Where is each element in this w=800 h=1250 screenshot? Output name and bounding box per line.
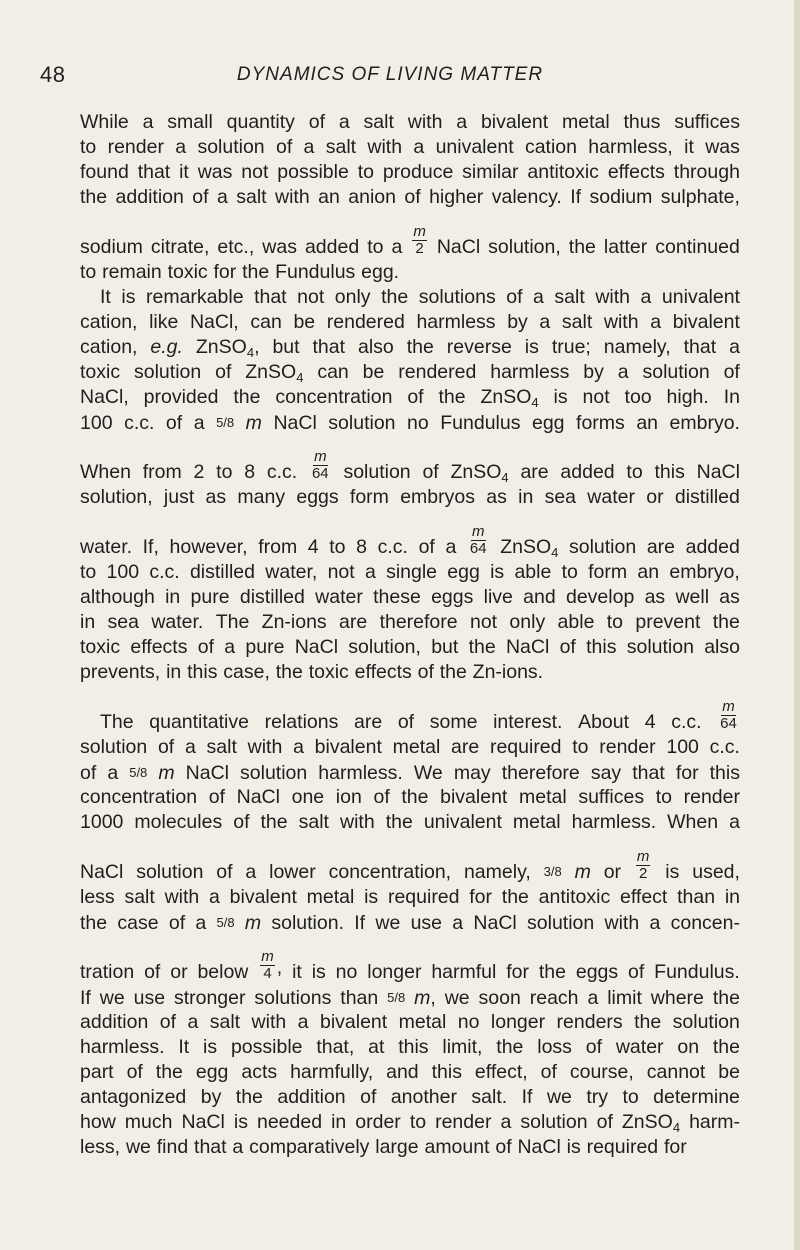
running-title: DYNAMICS OF LIVING MATTER bbox=[236, 64, 544, 85]
text-line: found that it was not possible to produce similar antitoxic effects through bbox=[80, 161, 740, 183]
text-line: to 100 c.c. distilled water, not a single egg is able to form an embryo, bbox=[80, 561, 740, 583]
text-line: less, we find that a comparatively large amount of NaCl is required for bbox=[80, 1136, 687, 1158]
text-line: 1000 molecules of the salt with the univalent metal harmless. When a bbox=[80, 811, 740, 833]
page-number: 48 bbox=[40, 62, 66, 87]
text-line: to render a solution of a salt with a univalent cation harmless, it was bbox=[80, 136, 740, 158]
text-line: to remain toxic for the Fundulus egg. bbox=[80, 261, 400, 283]
text-line: tration of or below $\frac{m}{4}$ , it is no longer harmful for the eggs of Fundulus. bbox=[80, 948, 740, 983]
text-line: less salt with a bivalent metal is required for the antitoxic effect than in bbox=[80, 886, 740, 908]
text-line: cation, e.g. ZnSO$_4$, but that also the reverse is true; namely, that a bbox=[80, 336, 740, 360]
text-line: concentration of NaCl one ion of the bivalent metal suffices to render bbox=[80, 786, 740, 808]
text-line: harmless. It is possible that, at this limit, the loss of water on the bbox=[80, 1036, 740, 1058]
text-line: While a small quantity of a salt with a bivalent metal thus suffices bbox=[80, 111, 740, 133]
text-line: When from 2 to 8 c.c. $\frac{m}{64}$ solution of ZnSO$_4$ are added to this NaCl bbox=[80, 448, 740, 485]
text-line: in sea water. The Zn-ions are therefore not only able to prevent the bbox=[80, 611, 740, 633]
text-line: toxic effects of a pure NaCl solution, but the NaCl of this solution also bbox=[80, 636, 740, 658]
text-line: prevents, in this case, the toxic effects of the Zn-ions. bbox=[80, 661, 544, 683]
text-line: how much NaCl is needed in order to render a solution of ZnSO$_4$ harm- bbox=[80, 1111, 740, 1135]
text-line: antagonized by the addition of another salt. If we try to determine bbox=[80, 1086, 740, 1108]
text-line: of a 5/8 m NaCl solution harmless. We may therefore say that for this bbox=[80, 762, 740, 784]
text-line: although in pure distilled water these eggs live and develop as well as bbox=[80, 586, 740, 608]
text-line: the addition of a salt with an anion of higher valency. If sodium sulphate, bbox=[80, 186, 740, 208]
text-line: cation, like NaCl, can be rendered harmless by a salt with a bivalent bbox=[80, 311, 740, 333]
body-text bbox=[80, 110, 740, 1160]
text-line: part of the egg acts harmfully, and this effect, of course, cannot be bbox=[80, 1061, 740, 1083]
text-line: sodium citrate, etc., was added to a $\frac{m}{2}$ NaCl solution, the latter continued bbox=[80, 223, 740, 258]
page-edge bbox=[794, 0, 800, 1250]
page-header bbox=[40, 62, 740, 92]
text-line: The quantitative relations are of some interest. About 4 c.c. $\frac{m}{64}$ bbox=[100, 698, 737, 733]
text-line: 100 c.c. of a 5/8 m NaCl solution no Fundulus egg forms an embryo. bbox=[80, 412, 740, 434]
text-line: NaCl, provided the concentration of the ZnSO$_4$ is not too high. In bbox=[80, 386, 740, 410]
text-line: water. If, however, from 4 to 8 c.c. of a $\frac{m}{64}$ ZnSO$_4$ solution are added bbox=[80, 523, 740, 560]
text-line: addition of a salt with a bivalent metal no longer renders the solution bbox=[80, 1011, 740, 1033]
text-line: NaCl solution of a lower concentration, namely, 3/8 m or $\frac{m}{2}$ is used, bbox=[80, 848, 740, 883]
text-line: If we use stronger solutions than 5/8 m, we soon reach a limit where the bbox=[80, 987, 740, 1009]
text-line: solution, just as many eggs form embryos as in sea water or distilled bbox=[80, 486, 740, 508]
text-line: It is remarkable that not only the solutions of a salt with a univalent bbox=[100, 286, 740, 308]
text-line: solution of a salt with a bivalent metal are required to render 100 c.c. bbox=[80, 736, 740, 758]
text-line: toxic solution of ZnSO$_4$ can be rendered harmless by a solution of bbox=[80, 361, 740, 385]
text-line: the case of a 5/8 m solution. If we use a NaCl solution with a concen- bbox=[80, 912, 740, 934]
